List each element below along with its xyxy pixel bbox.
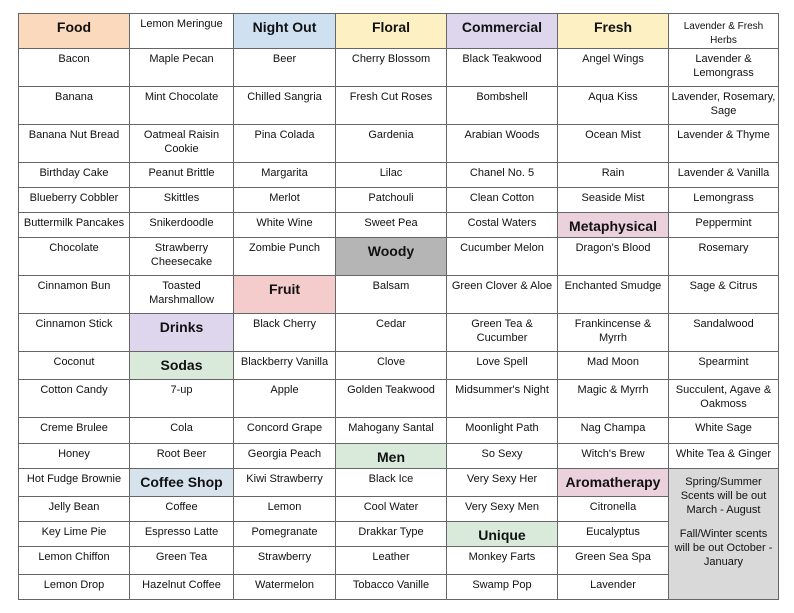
table-cell: Swamp Pop xyxy=(447,575,558,600)
table-cell: Cedar xyxy=(336,314,447,352)
table-cell: Hot Fudge Brownie xyxy=(19,469,130,497)
table-row xyxy=(19,125,779,163)
header-fruit: Fruit xyxy=(234,276,336,314)
table-cell: Nag Champa xyxy=(558,418,669,444)
table-cell: Clean Cotton xyxy=(447,188,558,213)
table-cell: Rosemary xyxy=(669,238,779,276)
table-cell: Pina Colada xyxy=(234,125,336,163)
table-row xyxy=(19,352,779,380)
table-row xyxy=(19,276,779,314)
table-row xyxy=(19,522,779,547)
table-cell: Enchanted Smudge xyxy=(558,276,669,314)
table-cell: Honey xyxy=(19,444,130,469)
table-cell: Lavender & Fresh Herbs xyxy=(669,14,779,49)
table-cell: Golden Teakwood xyxy=(336,380,447,418)
table-cell: Skittles xyxy=(130,188,234,213)
table-cell: Sage & Citrus xyxy=(669,276,779,314)
table-cell: Succulent, Agave & Oakmoss xyxy=(669,380,779,418)
header-fresh: Fresh xyxy=(558,14,669,49)
table-cell: Strawberry xyxy=(234,547,336,575)
table-cell: Eucalyptus xyxy=(558,522,669,547)
table-cell: Ocean Mist xyxy=(558,125,669,163)
table-cell: Lemongrass xyxy=(669,188,779,213)
table-cell: Chocolate xyxy=(19,238,130,276)
table-cell: Midsummer's Night xyxy=(447,380,558,418)
table-cell: Peppermint xyxy=(669,213,779,238)
table-cell: Bacon xyxy=(19,49,130,87)
table-cell: Lemon xyxy=(234,497,336,522)
header-floral: Floral xyxy=(336,14,447,49)
table-cell: Spearmint xyxy=(669,352,779,380)
table-cell: Mad Moon xyxy=(558,352,669,380)
table-cell: Buttermilk Pancakes xyxy=(19,213,130,238)
table-row xyxy=(19,213,779,238)
table-cell: White Tea & Ginger xyxy=(669,444,779,469)
table-cell: Clove xyxy=(336,352,447,380)
table-cell: Hazelnut Coffee xyxy=(130,575,234,600)
table-cell: Black Cherry xyxy=(234,314,336,352)
table-cell: Creme Brulee xyxy=(19,418,130,444)
table-cell: Key Lime Pie xyxy=(19,522,130,547)
header-food: Food xyxy=(19,14,130,49)
table-cell: So Sexy xyxy=(447,444,558,469)
table-cell: Snikerdoodle xyxy=(130,213,234,238)
table-row xyxy=(19,497,779,522)
table-cell: Citronella xyxy=(558,497,669,522)
table-cell: Rain xyxy=(558,163,669,188)
header-night-out: Night Out xyxy=(234,14,336,49)
table-cell: Monkey Farts xyxy=(447,547,558,575)
table-cell: Espresso Latte xyxy=(130,522,234,547)
table-row xyxy=(19,444,779,469)
table-cell: Watermelon xyxy=(234,575,336,600)
table-cell: Blackberry Vanilla xyxy=(234,352,336,380)
table-cell: Lavender, Rosemary, Sage xyxy=(669,87,779,125)
table-cell: Root Beer xyxy=(130,444,234,469)
table-cell: Oatmeal Raisin Cookie xyxy=(130,125,234,163)
table-cell: Concord Grape xyxy=(234,418,336,444)
table-cell: Birthday Cake xyxy=(19,163,130,188)
table-cell: Aqua Kiss xyxy=(558,87,669,125)
table-cell: Sandalwood xyxy=(669,314,779,352)
header-aromatherapy: Aromatherapy xyxy=(558,469,669,497)
table-row xyxy=(19,469,779,497)
table-row xyxy=(19,238,779,276)
table-cell: Lavender & Thyme xyxy=(669,125,779,163)
table-cell: Moonlight Path xyxy=(447,418,558,444)
table-cell: Peanut Brittle xyxy=(130,163,234,188)
table-cell: Maple Pecan xyxy=(130,49,234,87)
table-row xyxy=(19,547,779,575)
table-row xyxy=(19,87,779,125)
table-cell: Frankincense & Myrrh xyxy=(558,314,669,352)
header-unique: Unique xyxy=(447,522,558,547)
table-cell: Cinnamon Stick xyxy=(19,314,130,352)
table-cell: Witch's Brew xyxy=(558,444,669,469)
table-cell: Balsam xyxy=(336,276,447,314)
table-cell: Arabian Woods xyxy=(447,125,558,163)
table-cell: Lavender & Vanilla xyxy=(669,163,779,188)
table-cell: Patchouli xyxy=(336,188,447,213)
header-men: Men xyxy=(336,444,447,469)
table-cell: Seaside Mist xyxy=(558,188,669,213)
table-row xyxy=(19,314,779,352)
table-cell: Cucumber Melon xyxy=(447,238,558,276)
table-cell: Merlot xyxy=(234,188,336,213)
table-cell: Blueberry Cobbler xyxy=(19,188,130,213)
season-note-fall-winter: Fall/Winter scents will be out October - January xyxy=(674,528,773,568)
table-cell: Coconut xyxy=(19,352,130,380)
table-cell: Very Sexy Her xyxy=(447,469,558,497)
table-row xyxy=(19,163,779,188)
table-cell: Lavender & Lemongrass xyxy=(669,49,779,87)
table-cell: Cherry Blossom xyxy=(336,49,447,87)
table-row xyxy=(19,380,779,418)
table-cell: Cotton Candy xyxy=(19,380,130,418)
table-cell: Leather xyxy=(336,547,447,575)
table-cell: Lavender xyxy=(558,575,669,600)
table-cell: Beer xyxy=(234,49,336,87)
table-cell: Green Clover & Aloe xyxy=(447,276,558,314)
table-cell: Green Sea Spa xyxy=(558,547,669,575)
scent-list-table xyxy=(18,13,779,600)
season-note-spring-summer: Spring/Summer Scents will be out March - August xyxy=(680,476,767,516)
table-cell: Zombie Punch xyxy=(234,238,336,276)
table-cell: White Wine xyxy=(234,213,336,238)
season-note xyxy=(669,469,779,600)
table-cell: Pomegranate xyxy=(234,522,336,547)
table-cell: Cinnamon Bun xyxy=(19,276,130,314)
table-cell: Black Ice xyxy=(336,469,447,497)
table-cell: Green Tea xyxy=(130,547,234,575)
header-sodas: Sodas xyxy=(130,352,234,380)
table-cell: Lemon Meringue xyxy=(130,14,234,49)
table-cell: Fresh Cut Roses xyxy=(336,87,447,125)
table-cell: Coffee xyxy=(130,497,234,522)
table-cell: Very Sexy Men xyxy=(447,497,558,522)
table-cell: Kiwi Strawberry xyxy=(234,469,336,497)
table-cell: Angel Wings xyxy=(558,49,669,87)
table-cell: Gardenia xyxy=(336,125,447,163)
table-cell: Magic & Myrrh xyxy=(558,380,669,418)
table-cell: Chilled Sangria xyxy=(234,87,336,125)
table-cell: White Sage xyxy=(669,418,779,444)
table-row xyxy=(19,49,779,87)
header-commercial: Commercial xyxy=(447,14,558,49)
table-cell: 7-up xyxy=(130,380,234,418)
header-coffee-shop: Coffee Shop xyxy=(130,469,234,497)
table-cell: Lemon Drop xyxy=(19,575,130,600)
table-cell: Dragon's Blood xyxy=(558,238,669,276)
table-row xyxy=(19,188,779,213)
table-row xyxy=(19,14,779,49)
header-drinks: Drinks xyxy=(130,314,234,352)
table-cell: Banana Nut Bread xyxy=(19,125,130,163)
table-row xyxy=(19,575,779,600)
table-cell: Strawberry Cheesecake xyxy=(130,238,234,276)
table-cell: Mint Chocolate xyxy=(130,87,234,125)
table-cell: Margarita xyxy=(234,163,336,188)
table-cell: Toasted Marshmallow xyxy=(130,276,234,314)
table-cell: Mahogany Santal xyxy=(336,418,447,444)
table-cell: Banana xyxy=(19,87,130,125)
table-cell: Black Teakwood xyxy=(447,49,558,87)
table-cell: Lilac xyxy=(336,163,447,188)
table-cell: Lemon Chiffon xyxy=(19,547,130,575)
header-metaphysical: Metaphysical xyxy=(558,213,669,238)
table-cell: Tobacco Vanille xyxy=(336,575,447,600)
table-cell: Cool Water xyxy=(336,497,447,522)
table-cell: Cola xyxy=(130,418,234,444)
table-row xyxy=(19,418,779,444)
table-cell: Green Tea & Cucumber xyxy=(447,314,558,352)
table-cell: Sweet Pea xyxy=(336,213,447,238)
table-cell: Apple xyxy=(234,380,336,418)
table-cell: Chanel No. 5 xyxy=(447,163,558,188)
table-cell: Love Spell xyxy=(447,352,558,380)
table-cell: Jelly Bean xyxy=(19,497,130,522)
table-cell: Costal Waters xyxy=(447,213,558,238)
table-cell: Georgia Peach xyxy=(234,444,336,469)
table-cell: Drakkar Type xyxy=(336,522,447,547)
header-woody: Woody xyxy=(336,238,447,276)
table-cell: Bombshell xyxy=(447,87,558,125)
